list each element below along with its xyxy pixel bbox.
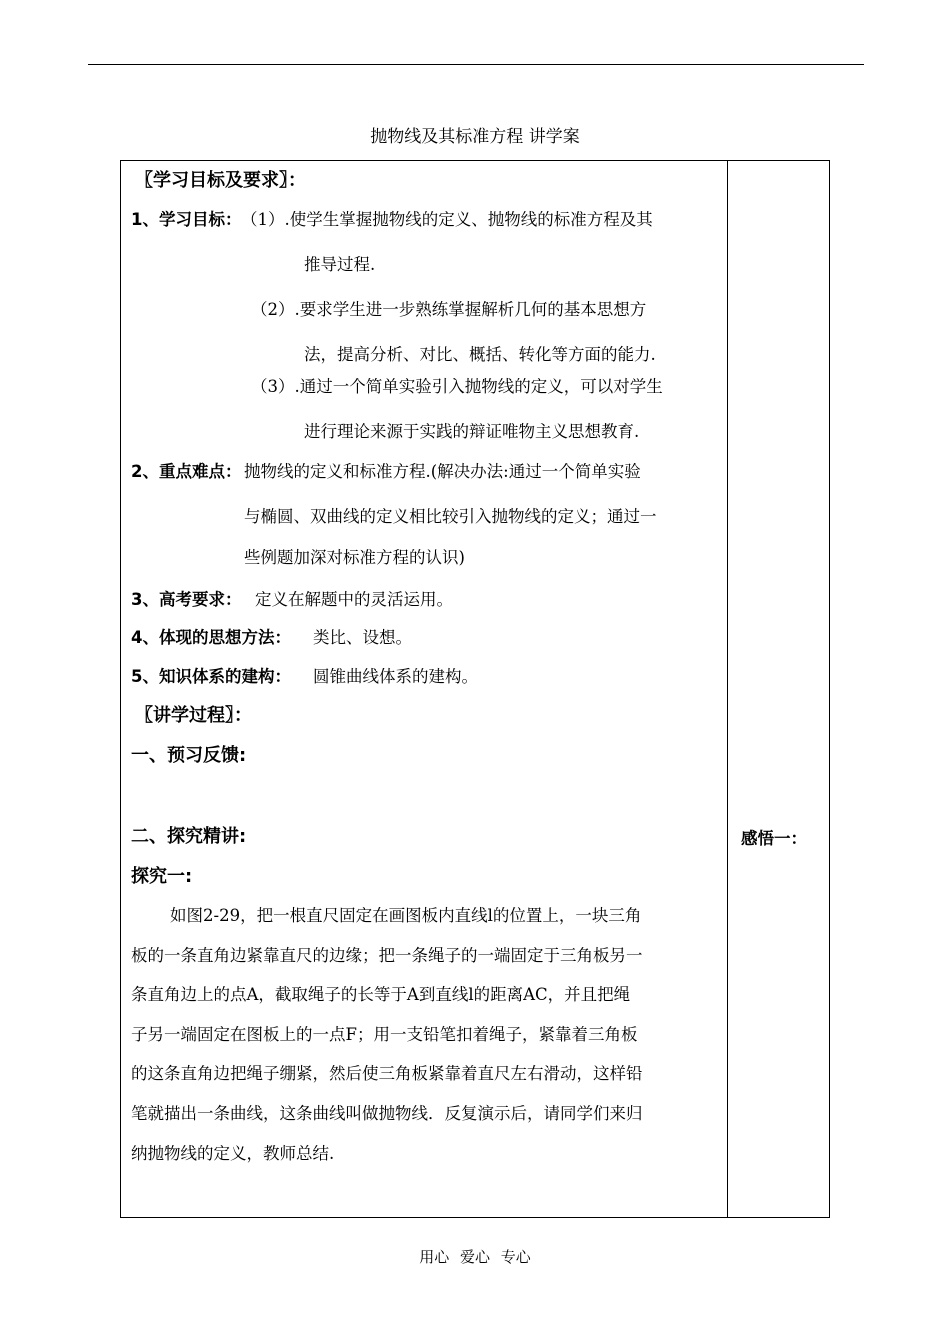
goal2-label: 2、重点难点： xyxy=(131,462,242,481)
goal1-item2-line1: （2）.要求学生进一步熟练掌握解析几何的基本思想方 xyxy=(251,300,647,319)
section-preview-feedback: 一、预习反馈: xyxy=(131,745,247,766)
lesson-table xyxy=(120,160,830,1218)
insight-one-label: 感悟一： xyxy=(741,829,807,848)
goal2-text-line3: 些例题加深对标准方程的认识) xyxy=(244,548,465,567)
document-title: 抛物线及其标准方程 讲学案 xyxy=(370,127,580,147)
goal2-text-line2: 与椭圆、双曲线的定义相比较引入抛物线的定义；通过一 xyxy=(244,507,657,526)
goals-heading: 〖学习目标及要求〗： xyxy=(135,170,306,191)
goal4-label: 4、体现的思想方法： xyxy=(131,628,291,647)
paragraph-line-2: 板的一条直角边紧靠直尺的边缘；把一条绳子的一端固定于三角板另一 xyxy=(131,946,643,965)
goal1-label: 1、学习目标： xyxy=(131,210,242,229)
paragraph-line-3: 条直角边上的点A，截取绳子的长等于A到直线l的距离AC，并且把绳 xyxy=(131,985,631,1004)
process-heading: 〖讲学过程〗： xyxy=(135,705,252,726)
goal1-item1-line2: 推导过程. xyxy=(304,255,376,274)
goal3-label: 3、高考要求： xyxy=(131,590,242,609)
paragraph-line-1: 如图2-29，把一根直尺固定在画图板内直线l的位置上，一块三角 xyxy=(170,906,642,925)
paragraph-line-7: 纳抛物线的定义，教师总结. xyxy=(131,1144,335,1163)
goal1-item1-line1: （1）.使学生掌握抛物线的定义、抛物线的标准方程及其 xyxy=(241,210,653,229)
goal1-item2-line2: 法，提高分析、对比、概括、转化等方面的能力. xyxy=(304,345,656,364)
goal4-text: 类比、设想。 xyxy=(313,628,412,647)
paragraph-line-6: 笔就描出一条曲线，这条曲线叫做抛物线．反复演示后，请同学们来归 xyxy=(131,1104,643,1123)
header-rule xyxy=(88,64,864,65)
column-divider xyxy=(727,161,728,1217)
goal5-text: 圆锥曲线体系的建构。 xyxy=(313,667,478,686)
explore-one-heading: 探究一: xyxy=(131,866,193,887)
section-explore-lecture: 二、探究精讲: xyxy=(131,826,247,847)
paragraph-line-5: 的这条直角边把绳子绷紧，然后使三角板紧靠着直尺左右滑动，这样铅 xyxy=(131,1064,643,1083)
paragraph-line-4: 子另一端固定在图板上的一点F；用一支铅笔扣着绳子，紧靠着三角板 xyxy=(131,1025,638,1044)
page-footer: 用心 爱心 专心 xyxy=(419,1248,531,1266)
goal5-label: 5、知识体系的建构： xyxy=(131,667,291,686)
goal3-text: 定义在解题中的灵活运用。 xyxy=(255,590,453,609)
goal1-item3-line1: （3）.通过一个简单实验引入抛物线的定义，可以对学生 xyxy=(251,377,663,396)
goal1-item3-line2: 进行理论来源于实践的辩证唯物主义思想教育. xyxy=(304,422,640,441)
goal2-text-line1: 抛物线的定义和标准方程.(解决办法:通过一个简单实验 xyxy=(244,462,641,481)
